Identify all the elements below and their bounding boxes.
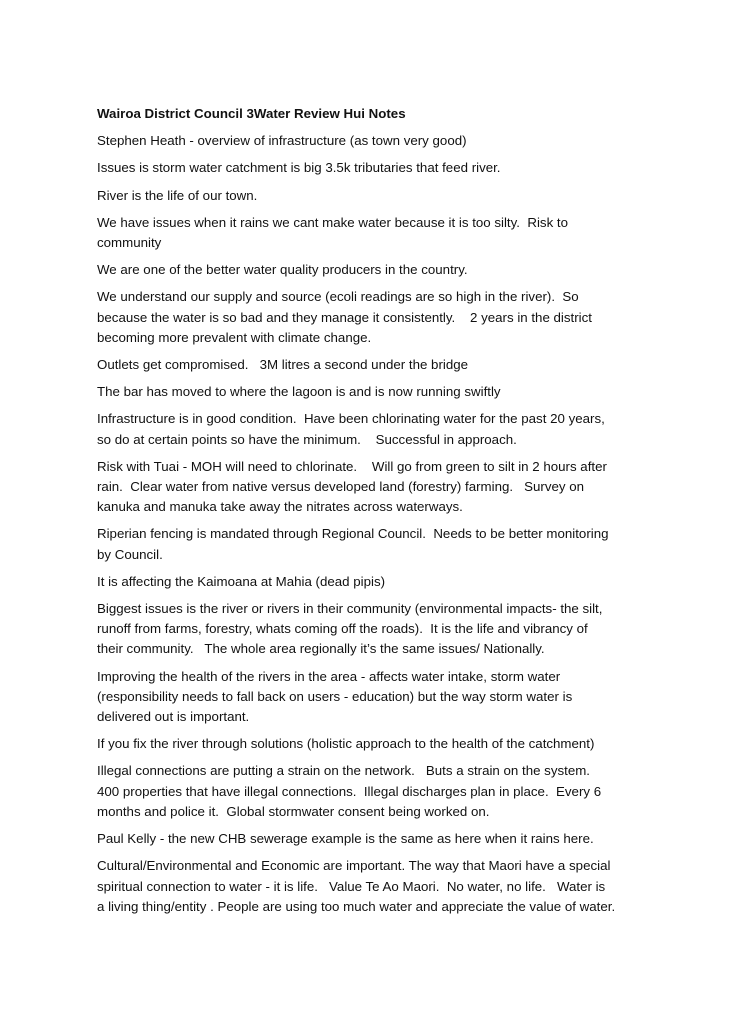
paragraph-line: becoming more prevalent with climate change. (97, 329, 372, 345)
paragraph (97, 186, 637, 206)
paragraph-line: runoff from farms, forestry, whats coming off the roads). It is the life and vibrancy of (97, 621, 588, 637)
document-page (97, 104, 637, 924)
paragraph (97, 599, 637, 660)
paragraph (97, 667, 637, 728)
paragraph-line: We have issues when it rains we cant make water because it is too silty. Risk to (97, 214, 569, 230)
paragraph (97, 158, 637, 178)
paragraph-line: their community. The whole area regionally it’s the same issues/ Nationally. (97, 641, 545, 657)
paragraph (97, 409, 637, 449)
paragraph-line: so do at certain points so have the minimum. Successful in approach. (97, 431, 517, 447)
paragraph-line: kanuka and manuka take away the nitrates across waterways. (97, 499, 463, 515)
paragraph (97, 355, 637, 375)
paragraph (97, 856, 637, 917)
paragraph (97, 734, 637, 754)
paragraph-line: Issues is storm water catchment is big 3.5k tributaries that feed river. (97, 160, 501, 176)
paragraph (97, 131, 637, 151)
paragraph-line: months and police it. Global stormwater consent being worked on. (97, 803, 490, 819)
document-body (97, 131, 637, 917)
paragraph-line: spiritual connection to water - it is life. Value Te Ao Maori. No water, no life. Water is (97, 878, 606, 894)
document-title: Wairoa District Council 3Water Review Hui Notes (97, 106, 406, 121)
paragraph-line: Cultural/Environmental and Economic are important. The way that Maori have a special (97, 858, 611, 874)
paragraph-line: It is affecting the Kaimoana at Mahia (dead pipis) (97, 573, 386, 589)
paragraph (97, 213, 637, 253)
paragraph-line: delivered out is important. (97, 709, 250, 725)
paragraph-line: The bar has moved to where the lagoon is and is now running swiftly (97, 384, 501, 400)
paragraph-line: rain. Clear water from native versus developed land (forestry) farming. Survey on (97, 479, 585, 495)
paragraph-line: Illegal connections are putting a strain on the network. Buts a strain on the system. (97, 763, 590, 779)
paragraph (97, 829, 637, 849)
paragraph-line: a living thing/entity . People are using too much water and appreciate the value of water. (97, 898, 616, 914)
paragraph-line: 400 properties that have illegal connections. Illegal discharges plan in place. Every 6 (97, 783, 602, 799)
paragraph (97, 287, 637, 348)
paragraph (97, 524, 637, 564)
paragraph (97, 382, 637, 402)
paragraph (97, 260, 637, 280)
paragraph-line: (responsibility needs to fall back on users - education) but the way storm water is (97, 688, 573, 704)
paragraph-line: We understand our supply and source (ecoli readings are so high in the river). So (97, 289, 579, 305)
paragraph-line: If you fix the river through solutions (holistic approach to the health of the catchment) (97, 736, 595, 752)
paragraph-line: River is the life of our town. (97, 187, 258, 203)
paragraph-line: Risk with Tuai - MOH will need to chlorinate. Will go from green to silt in 2 hours after (97, 458, 607, 474)
paragraph (97, 761, 637, 822)
paragraph-line: Improving the health of the rivers in the area - affects water intake, storm water (97, 668, 561, 684)
paragraph-line: by Council. (97, 546, 163, 562)
paragraph-line: Infrastructure is in good condition. Have been chlorinating water for the past 20 years, (97, 411, 605, 427)
paragraph-line: community (97, 235, 162, 251)
paragraph-line: Outlets get compromised. 3M litres a second under the bridge (97, 357, 469, 373)
paragraph-line: because the water is so bad and they manage it consistently. 2 years in the district (97, 309, 592, 325)
paragraph (97, 572, 637, 592)
paragraph (97, 457, 637, 518)
paragraph-line: We are one of the better water quality producers in the country. (97, 262, 468, 278)
paragraph-line: Paul Kelly - the new CHB sewerage example is the same as here when it rains here. (97, 831, 594, 847)
paragraph-line: Biggest issues is the river or rivers in their community (environmental impacts- the silt, (97, 601, 603, 617)
paragraph-line: Riperian fencing is mandated through Regional Council. Needs to be better monitoring (97, 526, 609, 542)
paragraph-line: Stephen Heath - overview of infrastructure (as town very good) (97, 133, 467, 149)
